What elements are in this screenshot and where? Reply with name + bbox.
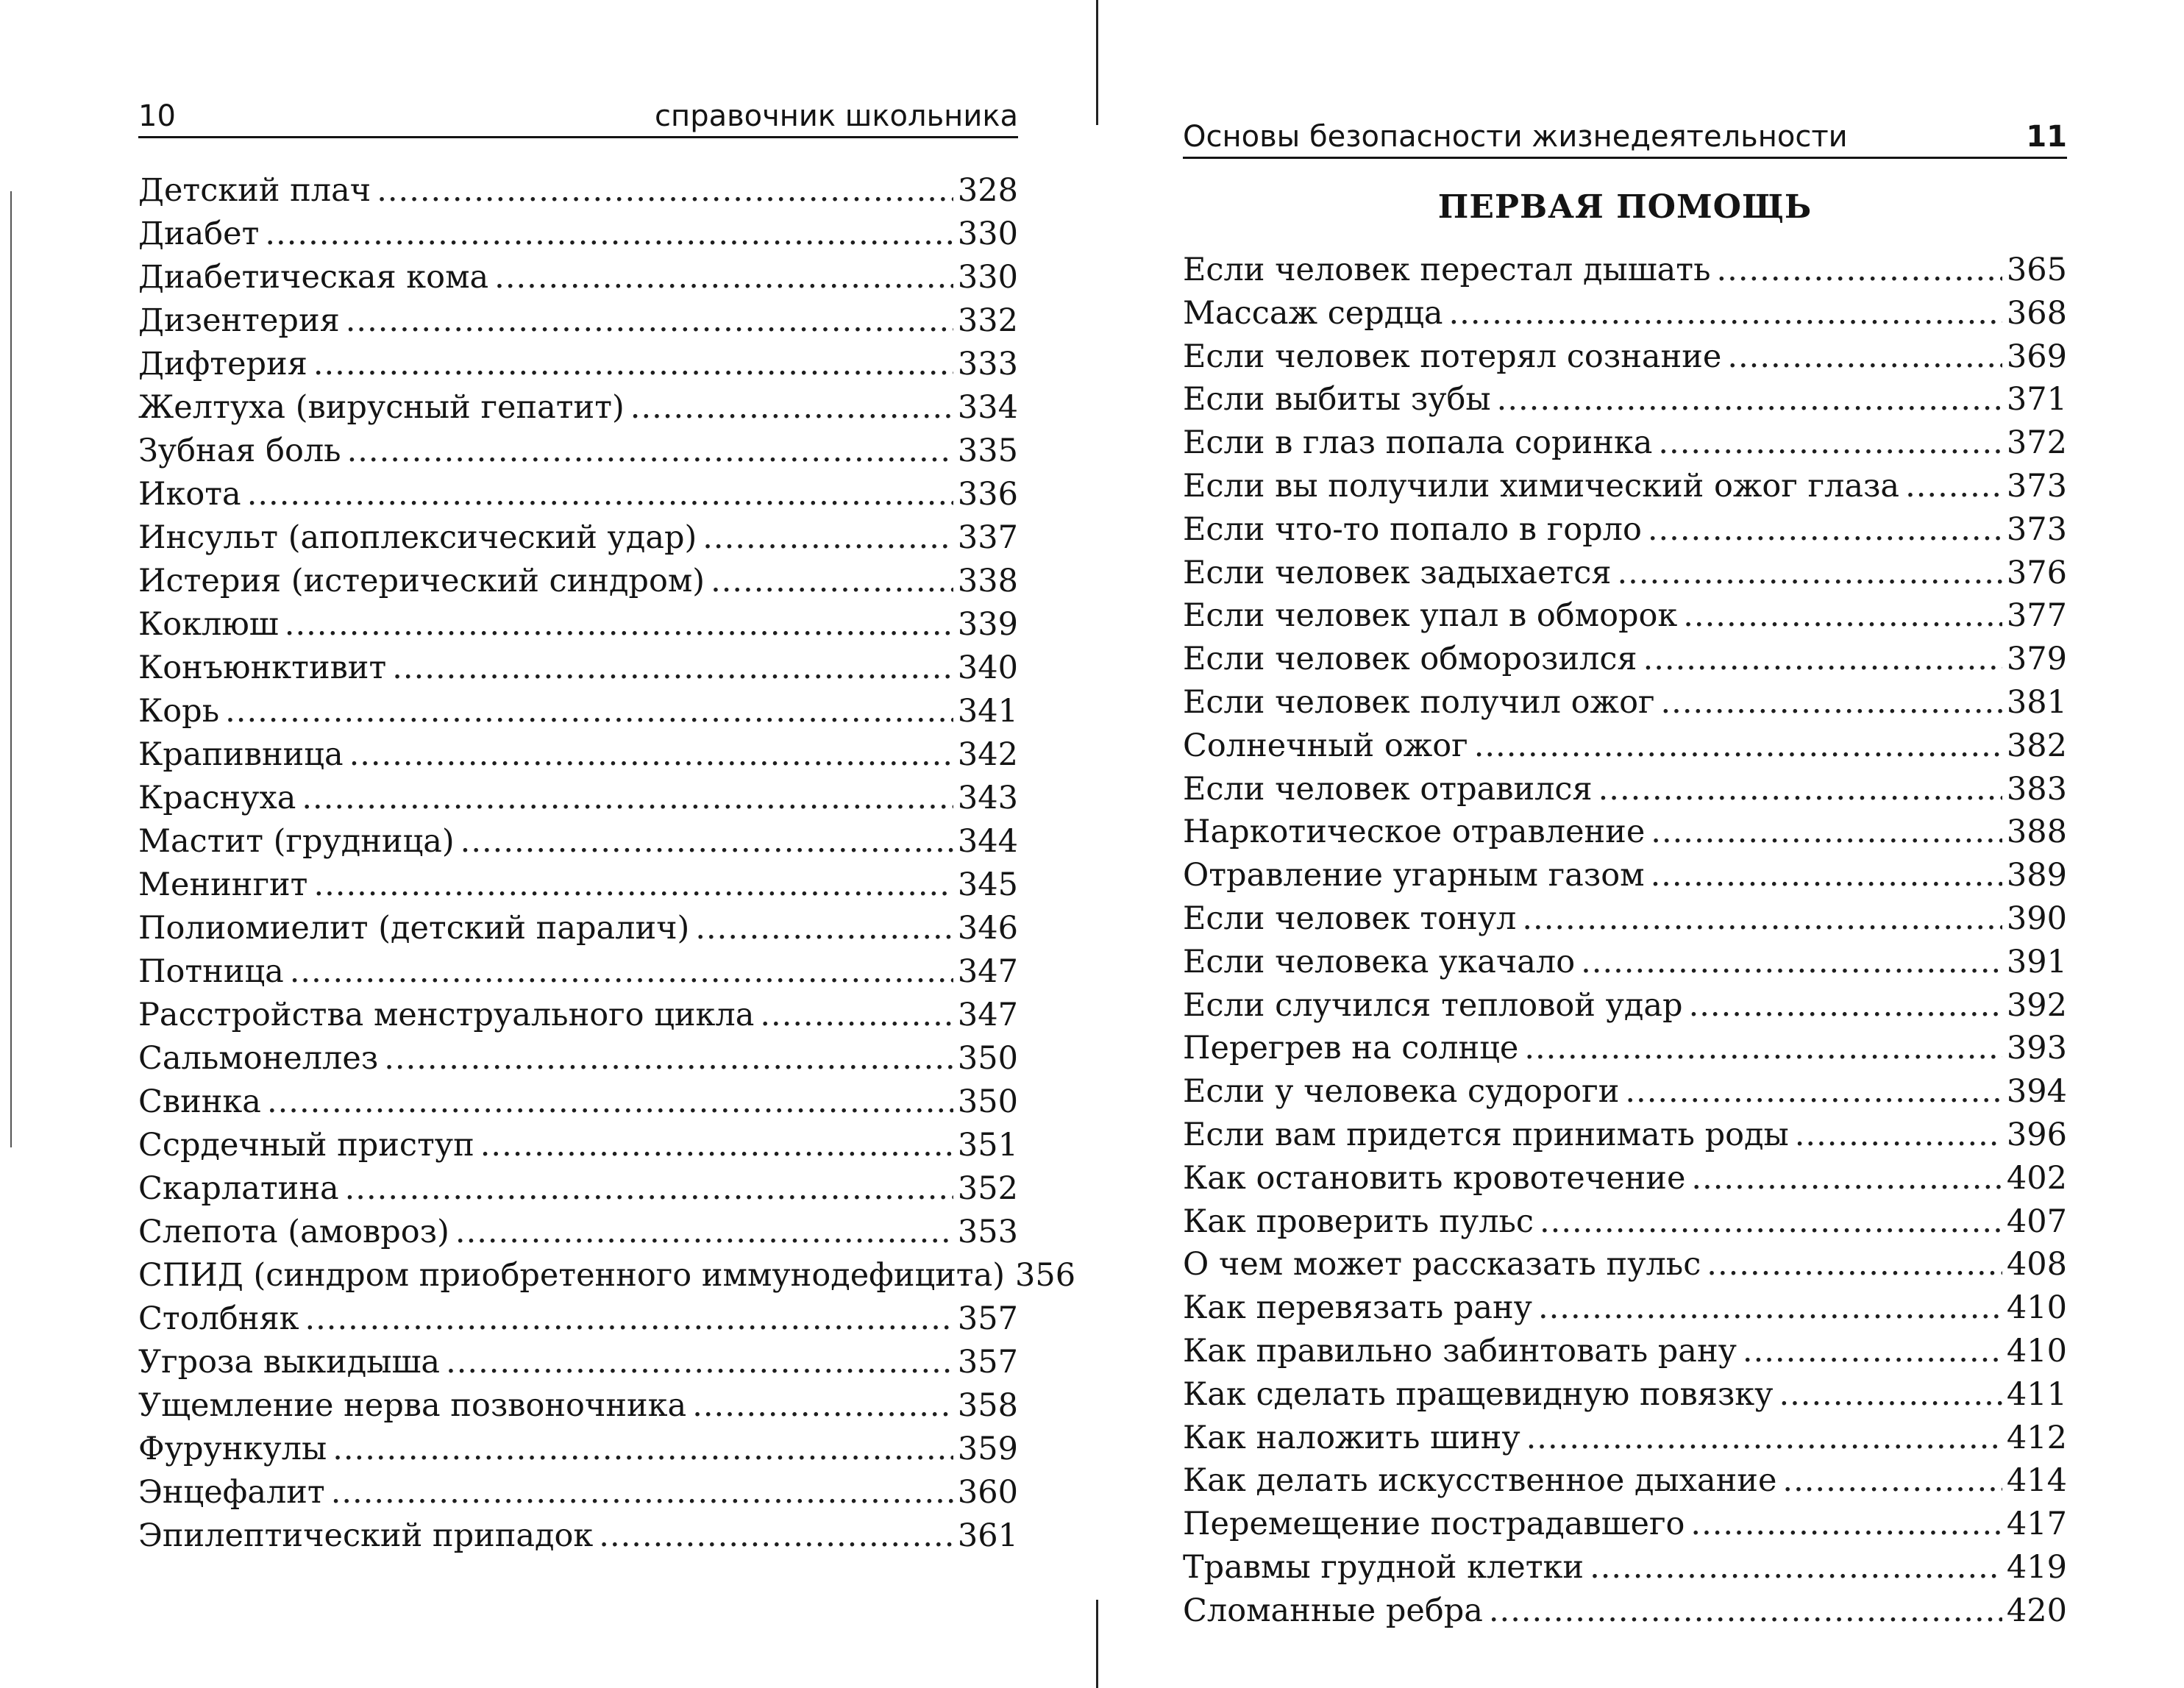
- dot-leader: [225, 690, 953, 733]
- toc-entry: [1183, 1417, 2067, 1460]
- toc-entry-title: Сломанные ребра: [1183, 1592, 1483, 1629]
- toc-entry-title: Массаж сердца: [1183, 294, 1443, 332]
- dot-leader: [346, 299, 953, 343]
- dot-leader: [349, 733, 953, 777]
- toc-entry: [1183, 1027, 2067, 1070]
- toc-entry-title: Диабетическая кома: [138, 259, 489, 296]
- toc-entry-title: Как проверить пульс: [1183, 1203, 1534, 1240]
- toc-entry: [1183, 1157, 2067, 1200]
- dot-leader: [1643, 638, 2002, 681]
- toc-entry-page: 338: [957, 563, 1018, 599]
- toc-entry: [138, 473, 1018, 516]
- dot-leader: [1590, 1546, 2002, 1589]
- dot-leader: [1743, 1330, 2002, 1373]
- dot-leader: [760, 994, 953, 1037]
- toc-entry: [138, 603, 1018, 647]
- dot-leader: [1779, 1373, 2002, 1417]
- toc-entry-title: Перемещение пострадавшего: [1183, 1506, 1685, 1543]
- toc-entry-title: Корь: [138, 693, 220, 730]
- toc-entry: [138, 299, 1018, 343]
- toc-entry-title: Диабет: [138, 216, 260, 252]
- dot-leader: [1795, 1114, 2002, 1157]
- dot-leader: [455, 1211, 953, 1254]
- toc-entry-title: Детский плач: [138, 172, 371, 209]
- toc-entry: [138, 647, 1018, 690]
- dot-leader: [1648, 508, 2002, 552]
- toc-entry-title: Зубная боль: [138, 432, 341, 469]
- toc-entry: [1183, 465, 2067, 508]
- toc-entry: [138, 777, 1018, 820]
- dot-leader: [305, 1297, 953, 1341]
- toc-entry-page: 339: [957, 606, 1018, 643]
- toc-entry: [1183, 335, 2067, 379]
- toc-entry-title: Дизентерия: [138, 302, 340, 339]
- toc-entry-page: 352: [957, 1170, 1018, 1207]
- toc-entry: [138, 213, 1018, 256]
- toc-entry-title: Энцефалит: [138, 1474, 325, 1511]
- dot-leader: [1782, 1459, 2002, 1503]
- toc-entry-title: Если человек задыхается: [1183, 554, 1612, 591]
- toc-entry-page: 407: [2006, 1203, 2067, 1240]
- toc-entry-title: Как сделать пращевидную повязку: [1183, 1375, 1774, 1413]
- toc-entry-title: Полиомиелит (детский паралич): [138, 910, 690, 947]
- toc-entry: [138, 1384, 1018, 1428]
- toc-entry: [138, 1341, 1018, 1384]
- dot-leader: [1683, 594, 2002, 638]
- toc-entry-title: Угроза выкидыша: [138, 1344, 441, 1381]
- toc-entry-title: Скарлатина: [138, 1170, 339, 1207]
- toc-entry-page: 396: [2006, 1116, 2067, 1153]
- toc-entry-title: Потница: [138, 953, 284, 990]
- toc-entry-page: 347: [957, 997, 1018, 1033]
- dot-leader: [695, 907, 953, 950]
- toc-entry-title: Крапивница: [138, 736, 344, 773]
- toc-entry-title: Если человек обморозился: [1183, 641, 1637, 678]
- toc-entry: [1183, 1114, 2067, 1157]
- toc-entry-title: Травмы грудной клетки: [1183, 1548, 1584, 1586]
- toc-entry: [1183, 1373, 2067, 1417]
- toc-entry: [1183, 1589, 2067, 1633]
- toc-entry-page: 373: [2006, 467, 2067, 505]
- toc-entry-title: Как остановить кровотечение: [1183, 1159, 1686, 1197]
- toc-entry-title: Если вам придется принимать роды: [1183, 1116, 1789, 1153]
- toc-entry: [1183, 421, 2067, 465]
- dot-leader: [290, 950, 953, 994]
- toc-entry-title: Если случился тепловой удар: [1183, 986, 1683, 1024]
- section-title: ПЕРВАЯ ПОМОЩЬ: [1437, 188, 1813, 226]
- toc-entry-title: Если что-то попало в горло: [1183, 510, 1642, 548]
- toc-entry-page: 392: [2006, 986, 2067, 1024]
- toc-entry-title: Инсульт (апоплексический удар): [138, 519, 697, 556]
- dot-leader: [1598, 768, 2002, 811]
- toc-entry-title: Дифтерия: [138, 346, 307, 382]
- toc-entry-title: Краснуха: [138, 780, 296, 816]
- dot-leader: [1689, 984, 2002, 1028]
- toc-entry-page: 340: [957, 649, 1018, 686]
- dot-leader: [313, 343, 953, 386]
- toc-entry: [138, 1514, 1018, 1558]
- toc-entry-page: 410: [2006, 1332, 2067, 1370]
- toc-entry-title: Если в глаз попала соринка: [1183, 424, 1653, 462]
- dot-leader: [1661, 681, 2002, 724]
- toc-entry: [138, 430, 1018, 473]
- toc-entry-page: 420: [2006, 1592, 2067, 1629]
- toc-entry-title: Если человека укачало: [1183, 943, 1576, 980]
- toc-entry-page: 383: [2006, 770, 2067, 808]
- toc-entry: [1183, 1070, 2067, 1114]
- toc-entry-page: 347: [957, 953, 1018, 990]
- toc-entry-title: Если вы получили химический ожог глаза: [1183, 467, 1900, 505]
- toc-entry-page: 357: [957, 1300, 1018, 1337]
- toc-entry: [1183, 1459, 2067, 1503]
- toc-entry: [1183, 941, 2067, 984]
- toc-entry: [1183, 897, 2067, 941]
- toc-entry: [1183, 1330, 2067, 1373]
- toc-entry: [1183, 1503, 2067, 1546]
- toc-entry-page: 350: [957, 1083, 1018, 1120]
- toc-entry-title: Если человек перестал дышать: [1183, 252, 1711, 288]
- toc-entry-page: 377: [2006, 597, 2067, 635]
- toc-entry-page: 369: [2006, 338, 2067, 375]
- toc-entry-title: Ссрдечный приступ: [138, 1127, 474, 1164]
- toc-entry-page: 344: [957, 823, 1018, 860]
- toc-entry: [1183, 854, 2067, 897]
- toc-entry-page: 412: [2006, 1419, 2067, 1456]
- toc-entry-page: 417: [2006, 1506, 2067, 1543]
- toc-list: [138, 169, 1076, 1558]
- toc-entry-page: 419: [2006, 1548, 2067, 1586]
- toc-entry: [138, 1080, 1018, 1124]
- dot-leader: [313, 863, 953, 907]
- toc-entry-title: О чем может рассказать пульс: [1183, 1246, 1701, 1283]
- dot-leader: [1489, 1589, 2002, 1633]
- dot-leader: [384, 1037, 953, 1080]
- dot-leader: [332, 1428, 953, 1471]
- toc-entry-page: 342: [957, 736, 1018, 773]
- toc-entry-title: Как наложить шину: [1183, 1419, 1520, 1456]
- toc-entry-page: 390: [2006, 900, 2067, 937]
- toc-entry-title: Слепота (амовроз): [138, 1214, 449, 1250]
- dot-leader: [1651, 854, 2002, 897]
- toc-entry: [1183, 292, 2067, 335]
- toc-entry: [1183, 508, 2067, 552]
- toc-entry-title: Если человек упал в обморок: [1183, 597, 1678, 635]
- toc-entry: [138, 256, 1018, 299]
- toc-entry-page: 358: [957, 1387, 1018, 1424]
- toc-entry: [1183, 984, 2067, 1028]
- dot-leader: [1497, 378, 2002, 421]
- dot-leader: [711, 560, 953, 603]
- dot-leader: [377, 169, 953, 213]
- page-number: 10: [138, 99, 176, 133]
- toc-entry: [138, 1428, 1018, 1471]
- toc-entry-title: Фурункулы: [138, 1431, 327, 1467]
- dot-leader: [460, 820, 953, 863]
- dot-leader: [1526, 1417, 2002, 1460]
- toc-entry: [138, 1211, 1018, 1254]
- toc-entry-title: Отравление угарным газом: [1183, 857, 1645, 894]
- toc-entry: [138, 1254, 1076, 1297]
- toc-entry-page: 372: [2006, 424, 2067, 462]
- dot-leader: [1707, 1243, 2002, 1286]
- toc-entry-title: Если человек получил ожог: [1183, 683, 1655, 721]
- toc-entry-page: 345: [957, 866, 1018, 903]
- dot-leader: [331, 1471, 953, 1514]
- toc-entry: [138, 1471, 1018, 1514]
- right-page: [1092, 0, 2184, 1688]
- toc-entry: [138, 1167, 1018, 1211]
- toc-entry-title: Икота: [138, 476, 241, 513]
- toc-entry: [138, 907, 1018, 950]
- toc-entry: [1183, 249, 2067, 292]
- toc-entry-page: 351: [957, 1127, 1018, 1164]
- dot-leader: [1538, 1286, 2002, 1330]
- toc-entry-title: Желтуха (вирусный гепатит): [138, 389, 625, 426]
- toc-entry-page: 381: [2006, 683, 2067, 721]
- toc-entry: [138, 1124, 1018, 1167]
- toc-entry-title: Если человек тонул: [1183, 900, 1517, 937]
- dot-leader: [480, 1124, 953, 1167]
- dot-leader: [1690, 1503, 2002, 1546]
- toc-entry-page: 341: [957, 693, 1018, 730]
- toc-entry-page: 336: [957, 476, 1018, 513]
- toc-entry: [138, 863, 1018, 907]
- dot-leader: [1691, 1157, 2002, 1200]
- page-number: 11: [2026, 120, 2067, 154]
- toc-entry: [138, 560, 1018, 603]
- toc-entry-title: Как перевязать рану: [1183, 1289, 1532, 1327]
- toc-entry: [1183, 378, 2067, 421]
- toc-entry-title: Ущемление нерва позвоночника: [138, 1387, 687, 1424]
- toc-entry-page: 350: [957, 1040, 1018, 1077]
- toc-entry: [138, 1037, 1018, 1080]
- toc-entry-page: 357: [957, 1344, 1018, 1381]
- dot-leader: [1581, 941, 2002, 984]
- toc-entry-page: 361: [957, 1517, 1018, 1554]
- toc-entry-title: Если у человека судороги: [1183, 1073, 1620, 1111]
- toc-entry: [1183, 594, 2067, 638]
- dot-leader: [1618, 552, 2002, 595]
- dot-leader: [1524, 1027, 2002, 1070]
- toc-entry-page: 373: [2006, 510, 2067, 548]
- dot-leader: [630, 386, 953, 430]
- toc-entry-title: Сальмонеллез: [138, 1040, 379, 1077]
- dot-leader: [702, 516, 953, 560]
- toc-entry-page: 337: [957, 519, 1018, 556]
- dot-leader: [1727, 335, 2002, 379]
- toc-entry: [138, 343, 1018, 386]
- toc-entry-title: Эпилептический припадок: [138, 1517, 594, 1554]
- toc-entry: [1183, 724, 2067, 768]
- dot-leader: [692, 1384, 953, 1428]
- dot-leader: [494, 256, 953, 299]
- toc-entry-title: Расстройства менструального цикла: [138, 997, 755, 1033]
- toc-entry-title: Столбняк: [138, 1300, 299, 1337]
- toc-entry: [138, 386, 1018, 430]
- toc-entry-title: Менингит: [138, 866, 308, 903]
- toc-entry-page: 359: [957, 1431, 1018, 1467]
- toc-entry: [138, 820, 1018, 863]
- toc-entry: [1183, 1200, 2067, 1244]
- toc-entry-page: 379: [2006, 641, 2067, 678]
- toc-entry-page: 328: [957, 172, 1018, 209]
- toc-entry: [1183, 1286, 2067, 1330]
- toc-entry-page: 371: [2006, 381, 2067, 419]
- toc-entry-page: 330: [957, 216, 1018, 252]
- toc-entry: [138, 994, 1018, 1037]
- dot-leader: [1625, 1070, 2002, 1114]
- toc-entry: [1183, 811, 2067, 854]
- dot-leader: [347, 430, 953, 473]
- toc-entry: [138, 1297, 1018, 1341]
- toc-entry-title: Как делать искусственное дыхание: [1183, 1462, 1777, 1500]
- toc-entry: [138, 690, 1018, 733]
- toc-entry-page: 414: [2006, 1462, 2067, 1500]
- toc-entry-title: СПИД (синдром приобретенного иммунодефицита): [138, 1257, 1005, 1294]
- toc-entry-title: Свинка: [138, 1083, 261, 1120]
- toc-entry-page: 388: [2006, 813, 2067, 851]
- toc-entry-title: Наркотическое отравление: [1183, 813, 1646, 851]
- running-head-title: справочник школьника: [655, 99, 1018, 133]
- toc-entry-page: 346: [957, 910, 1018, 947]
- toc-entry: [1183, 638, 2067, 681]
- toc-entry-page: 330: [957, 259, 1018, 296]
- dot-leader: [1522, 897, 2002, 941]
- dot-leader: [285, 603, 953, 647]
- toc-entry: [1183, 1243, 2067, 1286]
- running-head-title: Основы безопасности жизнедеятельности: [1183, 120, 1848, 154]
- dot-leader: [345, 1167, 953, 1211]
- dot-leader: [1474, 724, 2002, 768]
- dot-leader: [1449, 292, 2002, 335]
- toc-entry-title: Как правильно забинтовать рану: [1183, 1332, 1737, 1370]
- toc-entry-title: Истерия (истерический синдром): [138, 563, 705, 599]
- toc-entry-page: 376: [2006, 554, 2067, 591]
- toc-entry-page: 410: [2006, 1289, 2067, 1327]
- toc-list: [1183, 249, 2067, 1633]
- dot-leader: [1651, 811, 2002, 854]
- toc-entry: [1183, 1546, 2067, 1589]
- dot-leader: [265, 213, 953, 256]
- toc-entry-page: 389: [2006, 857, 2067, 894]
- dot-leader: [392, 647, 953, 690]
- toc-entry: [1183, 681, 2067, 724]
- toc-entry-title: Если выбиты зубы: [1183, 381, 1491, 419]
- dot-leader: [1716, 249, 2002, 292]
- toc-entry-title: Если человек потерял сознание: [1183, 338, 1722, 375]
- toc-entry-title: Перегрев на солнце: [1183, 1030, 1519, 1067]
- dot-leader: [267, 1080, 953, 1124]
- toc-entry-page: 335: [957, 432, 1018, 469]
- toc-entry-page: 402: [2006, 1159, 2067, 1197]
- dot-leader: [446, 1341, 953, 1384]
- toc-entry-title: Коклюш: [138, 606, 279, 643]
- toc-entry-page: 411: [2006, 1375, 2067, 1413]
- toc-entry-page: 391: [2006, 943, 2067, 980]
- toc-entry: [1183, 768, 2067, 811]
- toc-entry-page: 368: [2006, 294, 2067, 332]
- toc-entry-title: Если человек отравился: [1183, 770, 1593, 808]
- toc-entry: [138, 516, 1018, 560]
- toc-entry-title: Конъюнктивит: [138, 649, 387, 686]
- running-head: [138, 97, 1018, 138]
- dot-leader: [599, 1514, 953, 1558]
- dot-leader: [1540, 1200, 2002, 1244]
- dot-leader: [302, 777, 953, 820]
- dot-leader: [247, 473, 953, 516]
- toc-entry-title: Солнечный ожог: [1183, 727, 1468, 764]
- toc-entry-page: 353: [957, 1214, 1018, 1250]
- toc-entry-page: 382: [2006, 727, 2067, 764]
- dot-leader: [1905, 465, 2002, 508]
- toc-entry-page: 360: [957, 1474, 1018, 1511]
- toc-entry: [1183, 552, 2067, 595]
- toc-entry-page: 343: [957, 780, 1018, 816]
- dot-leader: [1658, 421, 2002, 465]
- toc-entry: [138, 169, 1018, 213]
- toc-entry-page: 333: [957, 346, 1018, 382]
- toc-entry-page: 356: [1015, 1257, 1076, 1294]
- toc-entry-page: 332: [957, 302, 1018, 339]
- toc-entry: [138, 950, 1018, 994]
- running-head: [1183, 118, 2067, 159]
- toc-entry-page: 334: [957, 389, 1018, 426]
- toc-entry-page: 408: [2006, 1246, 2067, 1283]
- toc-entry-page: 365: [2006, 252, 2067, 288]
- toc-entry-page: 393: [2006, 1030, 2067, 1067]
- toc-entry: [138, 733, 1018, 777]
- toc-entry-title: Мастит (грудница): [138, 823, 455, 860]
- toc-entry-page: 394: [2006, 1073, 2067, 1111]
